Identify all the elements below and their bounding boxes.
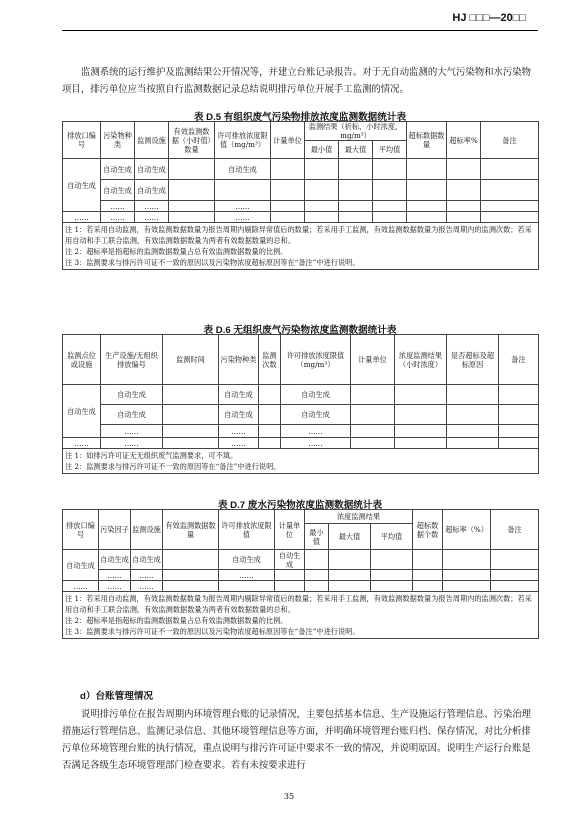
d6-h-point: 监测点位或设施 — [63, 335, 101, 385]
d5-h-avg: 平均值 — [373, 141, 407, 159]
d5-h-exceed-rate: 超标率% — [447, 122, 481, 159]
d5-h-pollutant: 污染物种类 — [101, 122, 135, 159]
d6-h-facility: 生产设施/无组织排放编号 — [101, 335, 163, 385]
table-d5 — [62, 121, 539, 270]
d7-h-factor: 污染因子 — [99, 510, 131, 550]
d5-h-facility: 监测设施 — [135, 122, 169, 159]
d5-h-unit: 计量单位 — [271, 122, 305, 159]
table-row: 自动生成 自动生成 自动生成 — [63, 405, 539, 425]
table-row: 自动生成 自动生成 自动生成 自动生成 自动生成 — [63, 550, 539, 570]
page-header-code: HJ □□□—20□□ — [452, 12, 526, 24]
d5-h-outlet: 排放口编号 — [63, 122, 101, 159]
d5-h-remark: 备注 — [481, 122, 539, 159]
header-rule — [62, 30, 538, 31]
section-paragraph: 说明排污单位在报告周期内环境管理台账的记录情况，主要包括基本信息、生产设施运行管理信息、污染治理措施运行管理信息、监测记录信息、其他环境管理信息等方面，并明确环境管理台账归档、保存情况，对比分析排污单位环境管理台账的执行情况，重点说明与排污许可证中要求不一致的情况，并说明原因。说明生产运行台账是否满足各级生态环境管理部门检查要求。若有未按要求进行 — [62, 709, 532, 771]
table-row: 自动生成 自动生成 自动生成 自动生成 — [63, 159, 539, 180]
table-row: 自动生成 自动生成 自动生成 自动生成 — [63, 385, 539, 405]
table-d6-caption: 表 D.6 无组织废气污染物浓度监测数据统计表 — [203, 325, 397, 336]
d7-h-exceed-rate: 超标率（%） — [443, 510, 491, 550]
table-row: …… …… …… — [63, 570, 539, 581]
d7-h-facility: 监测设施 — [131, 510, 163, 550]
d6-h-unit: 计量单位 — [351, 335, 395, 385]
d7-notes: 注 1：若采用自动监测，有效监测数据数量为报告周期内剔除异常值后的数量；若采用手工监测，有效监测数据数量为报告周期内的监测次数；若采用自动和手工联合监测，有效监测数据数量为两者有效数据数量的总和。 注 2：超标率是指超标的监测数据数量占总有效监测数据数量的比例。 注 3：监测要求与排污许可证不一致的原因以及污染物浓度超标原因等在“备注”中进行说明。 — [63, 592, 539, 639]
table-row: 自动生成 自动生成 — [63, 180, 539, 201]
d6-h-times: 监测次数 — [259, 335, 281, 385]
d6-h-time: 监测时间 — [163, 335, 219, 385]
table-row: …… …… …… — [63, 581, 539, 592]
d7-h-unit: 计量单位 — [275, 510, 305, 550]
d7-h-result: 浓度监测结果 — [305, 510, 413, 524]
intro-paragraph: 监测系统的运行维护及监测结果公开情况等，并建立台账记录报告。对于无自动监测的大气污染物和水污染物项目，排污单位应当按照自行监测数据记录总结说明排污单位开展手工监测的情况。 — [62, 67, 532, 95]
d5-notes: 注 1：若采用自动监测，有效监测数据数量为报告周期内剔除异常值后的数量；若采用手工监测，有效监测数据数量为报告周期内的监测次数；若采用自动和手工联合监测，有效监测数据数量为两者有效数据数量的总和。 注 2：超标率是指超标的监测数据数量占总有效监测数据数量的比例。 注 3：监测要求与排污许可证不一致的原因以及污染物浓度超标原因等在“备注”中进行说明。 — [63, 223, 539, 270]
d6-h-remark: 备注 — [499, 335, 539, 385]
d5-h-result: 监测结果（折标，小时浓度，mg/m³） — [305, 122, 407, 141]
d6-h-limit: 许可排放浓度限值（mg/m³） — [281, 335, 351, 385]
d5-h-min: 最小值 — [305, 141, 339, 159]
d6-h-exceed: 是否超标及超标原因 — [447, 335, 499, 385]
d7-h-limit: 许可排放浓度限值 — [219, 510, 275, 550]
d6-h-result: 浓度监测结果（小时浓度） — [395, 335, 447, 385]
d5-h-max: 最大值 — [339, 141, 373, 159]
table-d7-caption: 表 D.7 废水污染物浓度监测数据统计表 — [217, 500, 383, 511]
page-number: 35 — [283, 792, 295, 801]
table-d7 — [62, 509, 539, 639]
table-d5-caption: 表 D.5 有组织废气污染物排放浓度监测数据统计表 — [193, 112, 407, 123]
d7-h-valid-count: 有效监测数据数量 — [163, 510, 219, 550]
table-d6 — [62, 334, 539, 474]
d7-h-outlet: 排放口编号 — [63, 510, 99, 550]
d5-h-valid-count: 有效监测数据（小时值）数量 — [169, 122, 215, 159]
table-row: …… …… …… …… — [63, 438, 539, 449]
d7-h-min: 最小值 — [305, 524, 329, 550]
d6-notes: 注 1：如排污许可证无无组织废气监测要求，可不填。 注 2：监测要求与排污许可证不一致的原因等在“备注”中进行说明。 — [63, 449, 539, 474]
d5-h-exceed-count: 超标数据数量 — [407, 122, 447, 159]
d5-h-limit: 许可排放浓度限值（mg/m³） — [215, 122, 271, 159]
d6-h-pollutant: 污染物种类 — [219, 335, 259, 385]
table-row: …… …… …… — [63, 201, 539, 212]
section-title: d）台账管理情况 — [80, 691, 154, 702]
table-row: …… …… …… …… — [63, 212, 539, 223]
d7-h-exceed-count: 超标数据个数 — [413, 510, 443, 550]
d7-h-max: 最大值 — [329, 524, 371, 550]
table-row: …… …… …… — [63, 425, 539, 438]
d7-h-remark: 备注 — [491, 510, 539, 550]
d7-h-avg: 平均值 — [371, 524, 413, 550]
